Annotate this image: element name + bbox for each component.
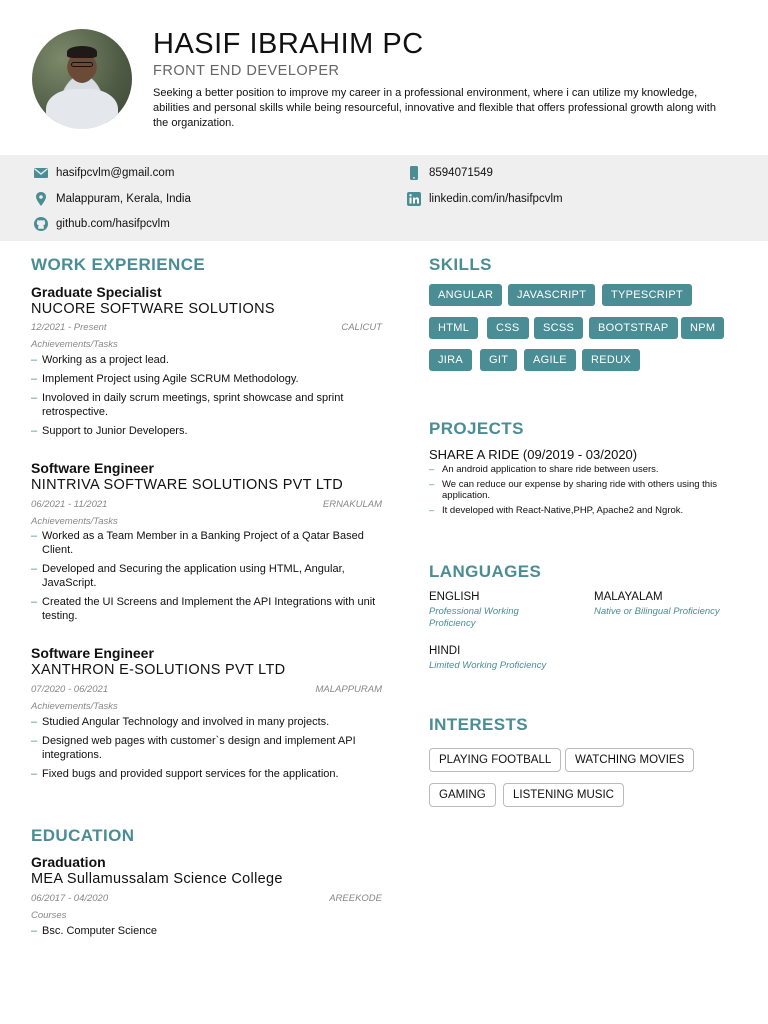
work-experience-title: WORK EXPERIENCE — [31, 255, 206, 274]
skill-tag: TYPESCRIPT — [602, 284, 692, 306]
job-dates: 12/2021 - Present — [31, 322, 107, 333]
github-text: github.com/hasifpcvlm — [56, 218, 170, 230]
job-title: Software Engineer — [31, 645, 154, 661]
list-item: – An android application to share ride between users. — [429, 464, 739, 476]
languages-title: LANGUAGES — [429, 562, 542, 581]
skill-tag: SCSS — [534, 317, 583, 339]
job-company: NUCORE SOFTWARE SOLUTIONS — [31, 301, 275, 317]
skill-tag: ANGULAR — [429, 284, 502, 306]
skills-title: SKILLS — [429, 255, 492, 274]
job-tasks — [31, 353, 391, 443]
job-tasks — [31, 529, 391, 628]
contact-location — [33, 191, 191, 207]
interests-title: INTERESTS — [429, 715, 529, 734]
job-subheading: Achievements/Tasks — [31, 339, 118, 350]
skill-tag: GIT — [480, 349, 517, 371]
contact-github[interactable] — [33, 216, 170, 232]
job-subheading: Achievements/Tasks — [31, 701, 118, 712]
candidate-role: FRONT END DEVELOPER — [153, 63, 340, 79]
candidate-name: HASIF IBRAHIM PC — [153, 28, 424, 60]
job-company: XANTHRON E-SOLUTIONS PVT LTD — [31, 662, 286, 678]
job-location: CALICUT — [341, 322, 382, 333]
interest-tag: WATCHING MOVIES — [565, 748, 694, 772]
profile-photo — [32, 29, 132, 129]
location-pin-icon — [33, 191, 49, 207]
list-item: – It developed with React-Native,PHP, Apache2 and Ngrok. — [429, 505, 739, 517]
job-subheading: Achievements/Tasks — [31, 516, 118, 527]
job-title: Graduate Specialist — [31, 284, 162, 300]
list-item: – Developed and Securing the application using HTML, Angular, JavaScript. — [31, 562, 391, 590]
phone-text: 8594071549 — [429, 167, 493, 179]
list-item: – Working as a project lead. — [31, 353, 391, 367]
phone-icon — [406, 165, 422, 181]
degree-title: Graduation — [31, 854, 106, 870]
language-name: ENGLISH — [429, 591, 480, 603]
skill-tag: AGILE — [524, 349, 576, 371]
job-dates: 06/2021 - 11/2021 — [31, 499, 108, 510]
list-item: – Support to Junior Developers. — [31, 424, 391, 438]
contact-linkedin[interactable] — [406, 191, 563, 207]
project-name: SHARE A RIDE (09/2019 - 03/2020) — [429, 447, 638, 462]
contact-bar — [0, 155, 768, 241]
language-name: HINDI — [429, 645, 461, 657]
job-company: NINTRIVA SOFTWARE SOLUTIONS PVT LTD — [31, 477, 344, 493]
interest-tag: PLAYING FOOTBALL — [429, 748, 561, 772]
skill-tag: BOOTSTRAP — [589, 317, 678, 339]
education-dates: 06/2017 - 04/2020 — [31, 893, 109, 904]
list-item: – Worked as a Team Member in a Banking Project of a Qatar Based Client. — [31, 529, 391, 557]
projects-title: PROJECTS — [429, 419, 524, 438]
language-level: Professional Working Proficiency — [429, 606, 519, 629]
education-location: AREEKODE — [329, 893, 382, 904]
skill-tag: REDUX — [582, 349, 640, 371]
list-item: – Designed web pages with customer`s design and implement API integrations. — [31, 734, 391, 762]
list-item: – Fixed bugs and provided support services for the application. — [31, 767, 391, 781]
list-item: – Involoved in daily scrum meetings, sprint showcase and sprint retrospective. — [31, 391, 391, 419]
education-subheading: Courses — [31, 910, 67, 921]
contact-email[interactable] — [33, 165, 174, 181]
job-location: MALAPPURAM — [315, 684, 382, 695]
language-level: Limited Working Proficiency — [429, 660, 547, 671]
linkedin-icon — [406, 191, 422, 207]
list-item: – Created the UI Screens and Implement the API Integrations with unit testing. — [31, 595, 391, 623]
course-list — [31, 924, 391, 943]
job-tasks — [31, 715, 391, 786]
resume-header — [0, 0, 768, 155]
list-item: – Bsc. Computer Science — [31, 924, 391, 938]
interest-tag: GAMING — [429, 783, 496, 807]
job-location: ERNAKULAM — [322, 499, 382, 510]
school-name: MEA Sullamussalam Science College — [31, 871, 283, 887]
skill-tag: JAVASCRIPT — [508, 284, 595, 306]
github-icon — [33, 216, 49, 232]
skill-tag: HTML — [429, 317, 478, 339]
contact-phone[interactable] — [406, 165, 493, 181]
linkedin-text: linkedin.com/in/hasifpcvlm — [429, 193, 563, 205]
location-text: Malappuram, Kerala, India — [56, 193, 191, 205]
language-name: MALAYALAM — [594, 591, 663, 603]
list-item: – We can reduce our expense by sharing ride with others using this application. — [429, 479, 739, 502]
education-title: EDUCATION — [31, 826, 135, 845]
summary-text: Seeking a better position to improve my career in a professional environment, where i can utilize my knowledge, abilities and personal skills while being resourceful, innovative and flexible that offers professional growth along with the organization. — [153, 87, 716, 129]
project-points — [429, 464, 739, 519]
skill-tag: NPM — [681, 317, 724, 339]
skill-tag: CSS — [487, 317, 529, 339]
interest-tag: LISTENING MUSIC — [503, 783, 624, 807]
job-title: Software Engineer — [31, 460, 154, 476]
skill-tag: JIRA — [429, 349, 472, 371]
list-item: – Studied Angular Technology and involved in many projects. — [31, 715, 391, 729]
email-text: hasifpcvlm@gmail.com — [56, 167, 175, 179]
job-dates: 07/2020 - 06/2021 — [31, 684, 109, 695]
list-item: – Implement Project using Agile SCRUM Methodology. — [31, 372, 391, 386]
envelope-icon — [33, 165, 49, 181]
language-level: Native or Bilingual Proficiency — [594, 606, 720, 617]
